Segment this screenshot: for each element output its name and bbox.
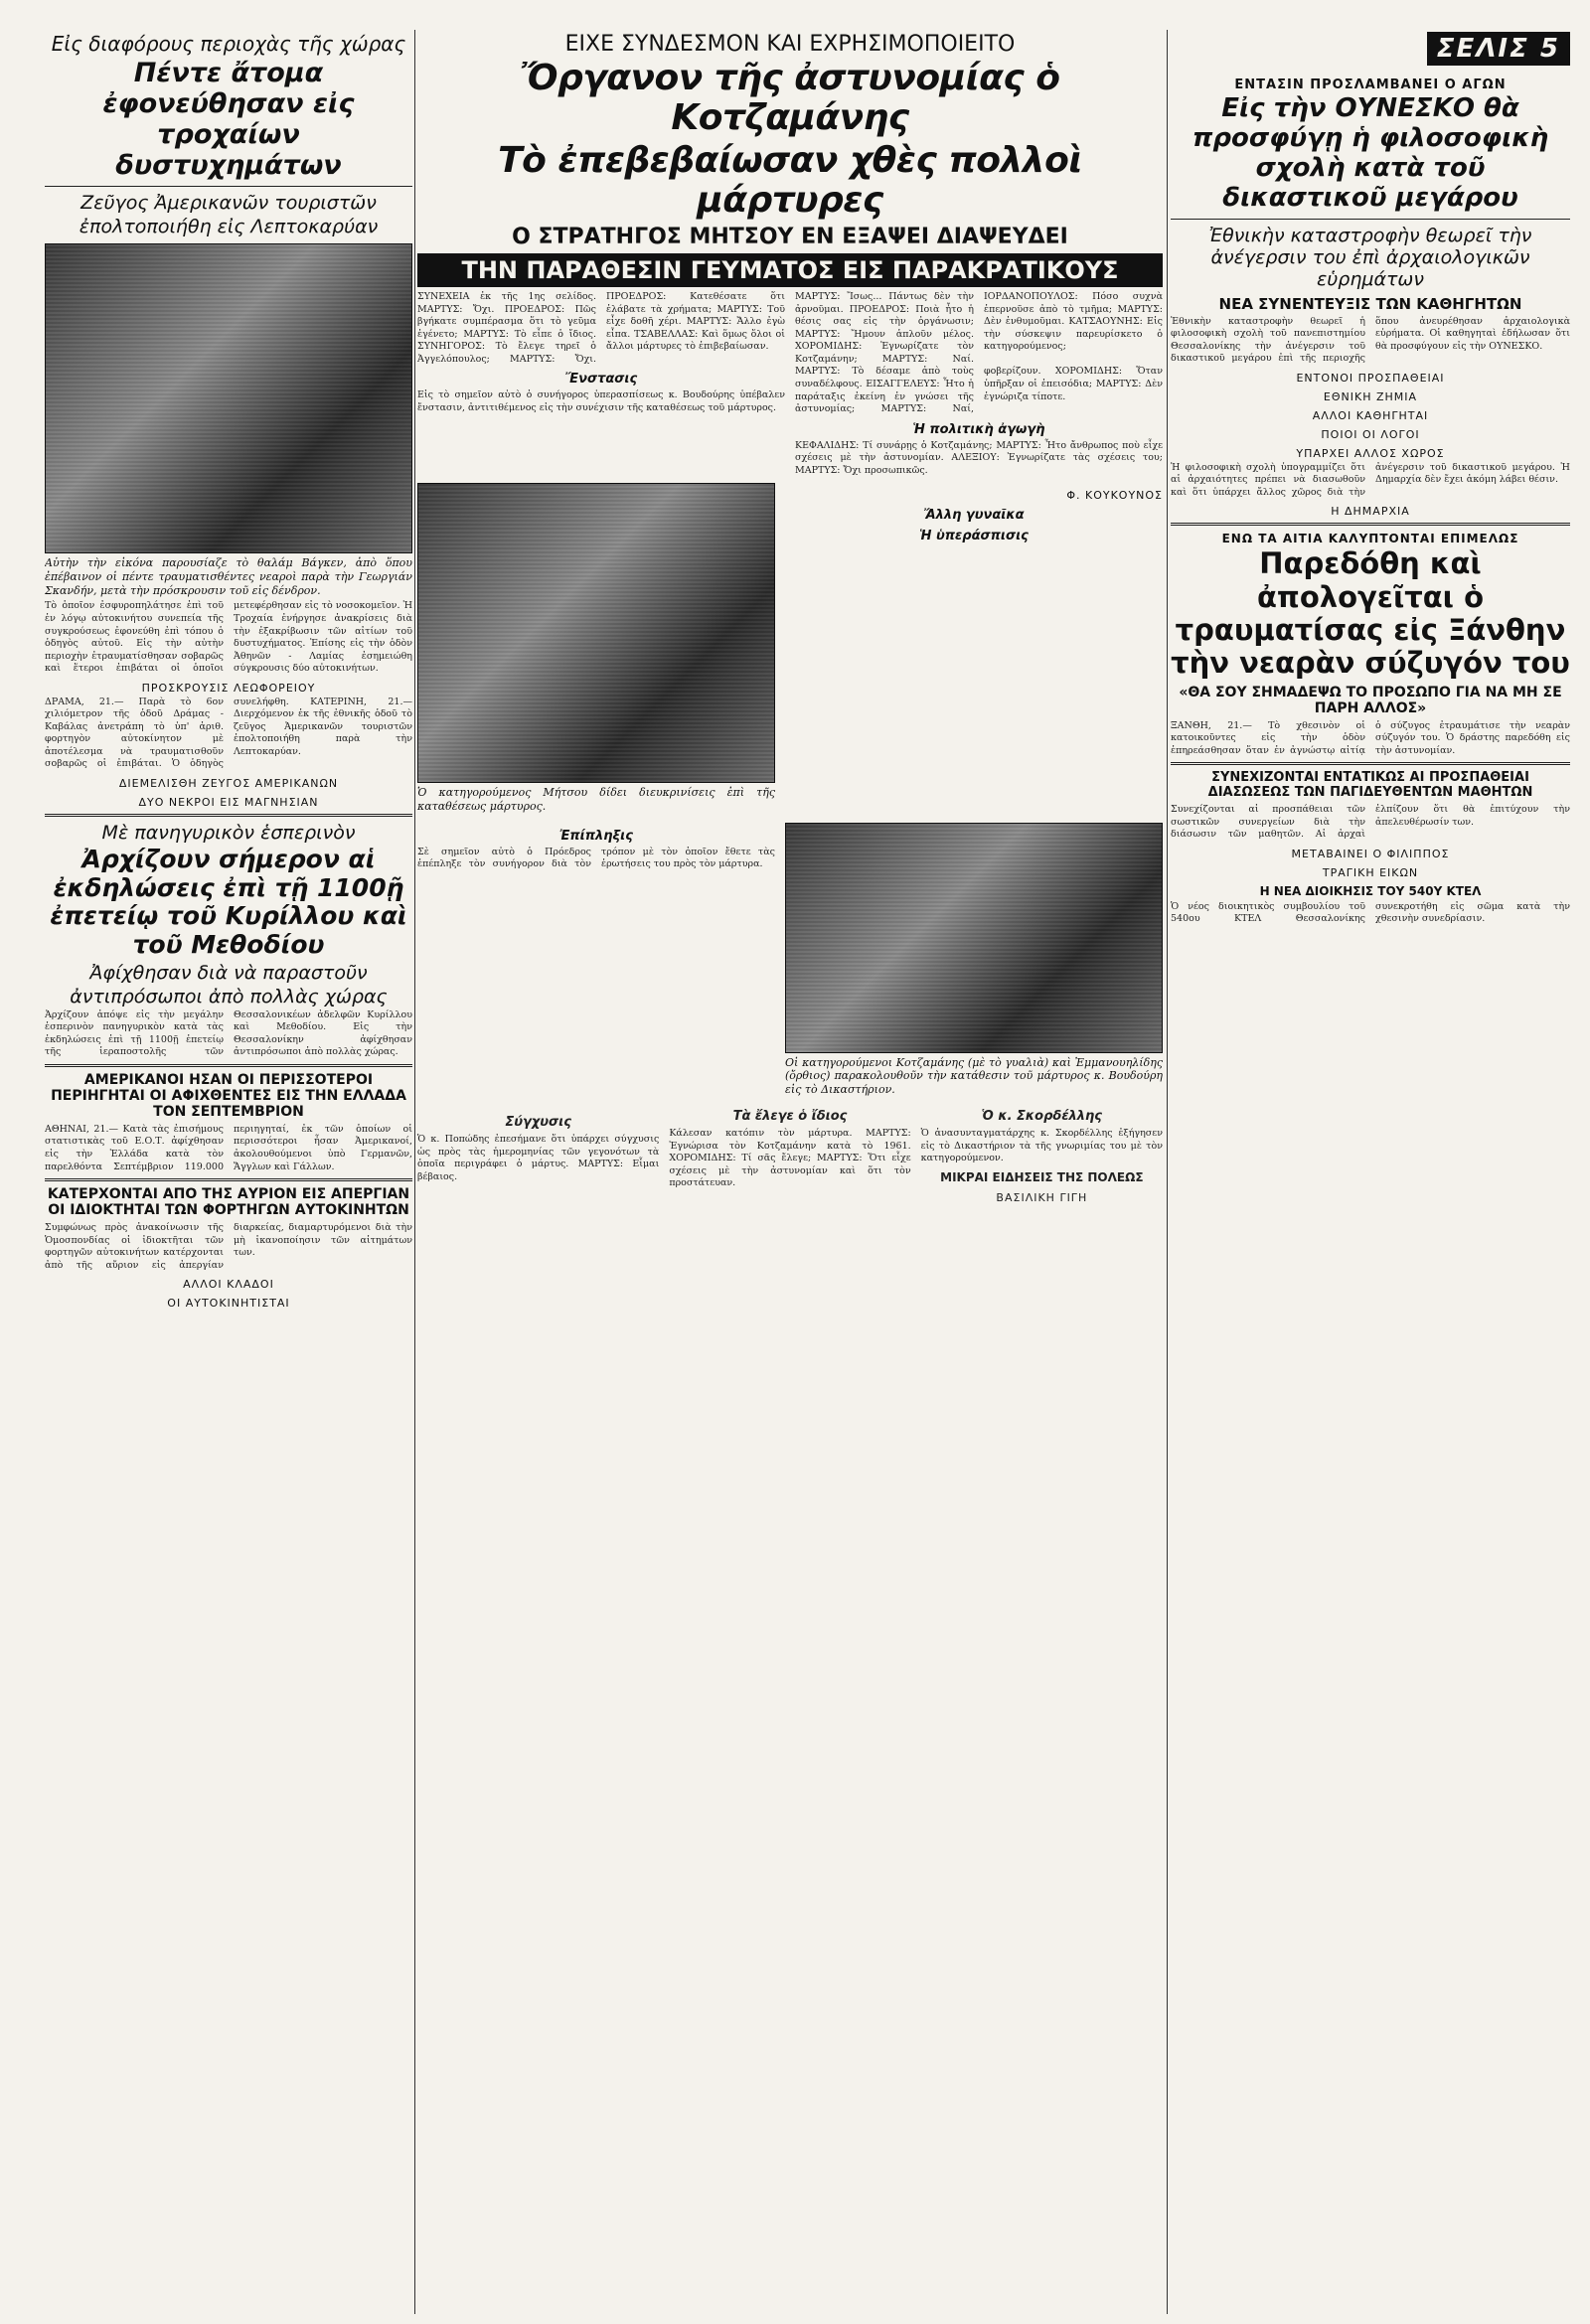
- section-heading: Η ΔΗΜΑΡΧΙΑ: [1331, 505, 1410, 519]
- section-heading: ΠΟΙΟΙ ΟΙ ΛΟΓΟΙ: [1321, 427, 1420, 441]
- column-rule: [1167, 30, 1168, 2314]
- section-heading: Τὰ ἔλεγε ὁ ἴδιος: [732, 1108, 848, 1124]
- divider: [1171, 523, 1570, 526]
- divider: [1171, 762, 1570, 765]
- article-body: Ὁ νέος διοικητικὸς συμβουλίου τοῦ 540ου ΚΤΕΛ Θεσσαλονίκης συνεκροτήθη εἰς σῶμα κατὰ τὴν χθεσινὴν συνεδρίασιν.: [1171, 900, 1570, 925]
- section-heading: Ἡ πολιτικὴ ἀγωγὴ: [912, 421, 1045, 437]
- section-heading: ΝΕΑ ΣΥΝΕΝΤΕΥΞΙΣ ΤΩΝ ΚΑΘΗΓΗΤΩΝ: [1218, 294, 1522, 313]
- article-body: Συμφώνως πρὸς ἀνακοίνωσιν τῆς Ὁμοσπονδίας οἱ ἰδιοκτῆται τῶν φορτηγῶν αὐτοκινήτων κατέρχονται ἀπὸ τῆς αὔριον εἰς ἀπεργίαν διαρκείας, διαμαρτυρόμενοι διὰ τὴν μὴ ἱκανοποίησιν τῶν αἰτημάτων των.: [45, 1222, 412, 1271]
- article-body: Τὸ ὁποῖον ἐσφυροπηλάτησε ἐπὶ τοῦ ἐν λόγῳ αὐτοκινήτου συνεπεία τῆς συγκρούσεως ἐφονεύθη ἐπὶ τόπου ὁ ὁδηγὸς αὐτοῦ. Εἰς τὴν αὐτὴν περιοχὴν ἐτραυματίσθησαν σοβαρῶς καὶ ἕτεροι ἐπιβάται οἱ ὁποῖοι μετεφέρθησαν εἰς τὸ νοσοκομεῖον. Ἡ Τροχαία ἐνήργησε ἀνακρίσεις διὰ τὴν ἐξακρίβωσιν τῶν αἰτίων τοῦ δυστυχήματος. Ἐπίσης εἰς τὴν ὁδὸν Ἀθηνῶν - Λαμίας ἐσημειώθη σύγκρουσις δύο αὐτοκινήτων.: [45, 600, 412, 675]
- section-heading: ΜΙΚΡΑΙ ΕΙΔΗΣΕΙΣ ΤΗΣ ΠΟΛΕΩΣ: [940, 1169, 1144, 1184]
- lower-stories: [417, 1108, 1163, 1206]
- article-body: Ἐθνικὴν καταστροφὴν θεωρεῖ ἡ φιλοσοφικὴ σχολὴ τοῦ πανεπιστημίου Θεσσαλονίκης τὴν ἀνέγερσιν τοῦ δικαστικοῦ μεγάρου ἐπὶ τῆς περιοχῆς ὅπου ἀνευρέθησαν ἀρχαιολογικὰ εὑρήματα. Οἱ καθηγηταὶ ἐδήλωσαν ὅτι θὰ προσφύγουν εἰς τὴν ΟΥΝΕΣΚΟ.: [1171, 315, 1570, 365]
- section-heading: ΒΑΣΙΛΙΚΗ ΓΙΓΗ: [996, 1191, 1088, 1205]
- center-column: [417, 30, 1163, 2314]
- section-heading: ΑΛΛΟΙ ΚΑΘΗΓΗΤΑΙ: [1312, 408, 1429, 422]
- photo-caption: Οἱ κατηγορούμενοι Κοτζαμάνης (μὲ τὸ γυαλιὰ) καὶ Ἐμμανουηλίδης (ὄρθιος) παρακολουθοῦν τὴν κατάθεσιν τοῦ μάρτυρος κ. Βουδούρη εἰς τὸ Δικαστήριον.: [785, 1055, 1163, 1097]
- section-heading: Σύγχυσις: [505, 1114, 571, 1130]
- section-heading: Ἄλλη γυναῖκα: [923, 508, 1025, 524]
- story-left: [417, 291, 785, 477]
- subheadline: «ΘΑ ΣΟΥ ΣΗΜΑΔΕΨΩ ΤΟ ΠΡΟΣΩΠΟ ΓΙΑ ΝΑ ΜΗ ΣΕ ΠΑΡΗ ΑΛΛΟΣ»: [1179, 684, 1562, 716]
- section-heading: ΟΙ ΑΥΤΟΚΙΝΗΤΙΣΤΑΙ: [167, 1297, 290, 1311]
- headline: ΑΜΕΡΙΚΑΝΟΙ ΗΣΑΝ ΟΙ ΠΕΡΙΣΣΟΤΕΡΟΙ ΠΕΡΙΗΓΗΤΑΙ ΟΙ ΑΦΙΧΘΕΝΤΕΣ ΕΙΣ ΤΗΝ ΕΛΛΑΔΑ ΤΟΝ ΣΕΠΤΕΜΒΡΙΟΝ: [51, 1071, 406, 1120]
- accident-car-photo: [45, 243, 412, 553]
- byline: Φ. ΚΟΥΚΟΥΝΟΣ: [1066, 489, 1163, 503]
- section-heading: Ὁ κ. Σκορδέλλης: [981, 1108, 1102, 1124]
- article-body: Σὲ σημεῖον αὐτὸ ὁ Πρόεδρος ἐπέπληξε τὸν συνήγορον διὰ τὸν τρόπον μὲ τὸν ὁποῖον ἔθετε τὰς ἐρωτήσεις του πρὸς τὸν μάρτυρα.: [417, 846, 775, 870]
- subheadline-bar: ΤΗΝ ΠΑΡΑΘΕΣΙΝ ΓΕΥΜΑΤΟΣ ΕΙΣ ΠΑΡΑΚΡΑΤΙΚΟΥΣ: [417, 253, 1163, 287]
- courtroom-photo: [417, 483, 775, 783]
- headline: Παρεδόθη καὶ ἀπολογεῖται ὁ τραυματίσας εἰς Ξάνθην τὴν νεαρὰν σύζυγόν του: [1171, 546, 1570, 681]
- section-heading: ΔΙΕΜΕΛΙΣΘΗ ΖΕΥΓΟΣ ΑΜΕΡΙΚΑΝΩΝ: [118, 776, 339, 790]
- divider: [45, 814, 412, 817]
- divider: [45, 1178, 412, 1181]
- article-body: ΚΕΦΑΛΙΔΗΣ: Τί συνάρῃς ὁ Κοτζαμάνης; ΜΑΡΤΥΣ: Ἦτο ἄνθρωπος ποὺ εἶχε σχέσεις μὲ τὴν ἀστυνομίαν. ΑΛΕΞΙΟΥ: Ἐγνωρίζατε τὰς σχέσεις του; ΜΑΡΤΥΣ: Ὄχι προσωπικῶς.: [795, 439, 1163, 476]
- subheadline: Ο ΣΤΡΑΤΗΓΟΣ ΜΗΤΣΟΥ ΕΝ ΕΞΑΨΕΙ ΔΙΑΨΕΥΔΕΙ: [512, 225, 1068, 250]
- article-body: Εἰς τὸ σημεῖον αὐτὸ ὁ συνήγορος ὑπερασπίσεως κ. Βουδούρης ὑπέβαλεν ἔνστασιν, ἀντιτιθέμενος εἰς τὴν συνέχισιν τῆς καταθέσεως τοῦ μάρτυρος.: [417, 389, 785, 413]
- article-body: Συνεχίζονται αἱ προσπάθειαι τῶν σωστικῶν συνεργείων διὰ τὴν διάσωσιν τῶν μαθητῶν. Αἱ ἀρχαὶ ἐλπίζουν ὅτι θὰ ἐπιτύχουν τὴν ἀπελευθέρωσίν των.: [1171, 804, 1570, 841]
- subheadline: Ἀφίχθησαν διὰ νὰ παραστοῦν: [89, 961, 368, 984]
- article-body: ΜΑΡΤΥΣ: Ἴσως... Πάντως δὲν τὴν ἀρνοῦμαι. ΠΡΟΕΔΡΟΣ: Ποιὰ ἦτο ἡ θέσις σας εἰς τὴν ὀργάνωσιν; ΜΑΡΤΥΣ: Ἤμουν ἁπλοῦν μέλος. ΧΟΡΟΜΙΔΗΣ: Ἐγνωρίζατε τὸν Κοτζαμάνην; ΜΑΡΤΥΣ: Ναί. ΙΟΡΔΑΝΟΠΟΥΛΟΣ: Πόσο συχνὰ ἐπερνοῦσε ἀπὸ τὸ τμῆμα; ΜΑΡΤΥΣ: Δὲν ἐνθυμοῦμαι. ΚΑΤΣΑΟΥΝΗΣ: Εἰς τὴν σύσκεψιν παρευρίσκετο ὁ κατηγορούμενος;: [795, 291, 1163, 365]
- photo-caption: Ὁ κατηγορούμενος Μήτσου δίδει διευκρινίσεις ἐπὶ τῆς καταθέσεως μάρτυρος.: [417, 786, 775, 813]
- page-number-badge: ΣΕΛΙΣ 5: [1427, 32, 1570, 66]
- column-rule: [414, 30, 415, 2314]
- kicker: ΕΝΩ ΤΑ ΑΙΤΙΑ ΚΑΛΥΠΤΟΝΤΑΙ ΕΠΙΜΕΛΩΣ: [1221, 532, 1519, 546]
- section-heading: ΕΘΝΙΚΗ ΖΗΜΙΑ: [1323, 389, 1418, 403]
- article-body: Ἀρχίζουν ἀπόψε εἰς τὴν μεγάλην ἑσπερινὸν πανηγυρικὸν κατὰ τὰς ἐκδηλώσεις ἐπὶ τῇ 1100ῇ ἐπετείῳ τῆς ἱεραποστολῆς τῶν Θεσσαλονικέων ἀδελφῶν Κυρίλλου καὶ Μεθοδίου. Εἰς τὴν Θεσσαλονίκην ἀφίχθησαν ἀντιπρόσωποι ἀπὸ πολλὰς χώρας.: [45, 1008, 412, 1058]
- kicker: Εἰς διαφόρους περιοχὰς τῆς χώρας: [51, 32, 406, 56]
- left-column: [45, 30, 412, 2314]
- headline: Πέντε ἄτομα ἐφονεύθησαν εἰς τροχαίων δυστυχημάτων: [102, 58, 355, 182]
- headline: Ἀρχίζουν σήμερον αἱ ἐκδηλώσεις ἐπὶ τῇ 1100ῇ ἐπετείῳ τοῦ Κυρίλλου καὶ τοῦ Μεθοδίου: [50, 844, 407, 960]
- headline: Εἰς τὴν ΟΥΝΕΣΚΟ θὰ προσφύγῃ ἡ φιλοσοφικὴ σχολὴ κατὰ τοῦ δικαστικοῦ μεγάρου: [1192, 93, 1549, 213]
- headline: ΣΥΝΕΧΙΖΟΝΤΑΙ ΕΝΤΑΤΙΚΩΣ ΑΙ ΠΡΟΣΠΑΘΕΙΑΙ ΔΙΑΣΩΣΕΩΣ ΤΩΝ ΠΑΓΙΔΕΥΘΕΝΤΩΝ ΜΑΘΗΤΩΝ: [1207, 770, 1533, 801]
- section-heading: ΤΡΑΓΙΚΗ ΕΙΚΩΝ: [1322, 865, 1419, 879]
- section-heading: ΔΥΟ ΝΕΚΡΟΙ ΕΙΣ ΜΑΓΝΗΣΙΑΝ: [138, 795, 319, 809]
- main-headline: Τὸ ἐπεβεβαίωσαν χθὲς πολλοὶ μάρτυρες: [498, 139, 1082, 221]
- subheadline: Ἐθνικὴν καταστροφὴν θεωρεῖ τὴν ἀνέγερσιν του ἐπὶ ἀρχαιολογικῶν εὑρημάτων: [1208, 224, 1532, 290]
- right-column: [1171, 72, 1570, 2314]
- divider: [45, 186, 412, 187]
- photo-caption: Αὐτὴν τὴν εἰκόνα παρουσίαζε τὸ θαλάμ Βάγκεν, ἀπὸ ὅπου ἐπέβαινον οἱ πέντε τραυματισθέντες νεαροὶ παρὰ τὴν Γεωργιάν Σκανδήν, μετὰ τὴν πρόσκρουσιν τοῦ εἰς δένδρον.: [45, 556, 412, 597]
- kicker: ΕΝΤΑΣΙΝ ΠΡΟΣΛΑΜΒΑΝΕΙ Ο ΑΓΩΝ: [1234, 77, 1507, 92]
- subheadline: ἀντιπρόσωποι ἀπὸ πολλὰς χώρας: [70, 985, 388, 1007]
- main-headline: Ὄργανον τῆς ἀστυνομίας ὁ Κοτζαμάνης: [520, 58, 1060, 139]
- article-body: Ὁ κ. Ποπώδης ἐπεσήμανε ὅτι ὑπάρχει σύγχυσις ὡς πρὸς τὰς ἡμερομηνίας τῶν γεγονότων τὰ ὁποῖα περιγράφει ὁ μάρτυς. ΜΑΡΤΥΣ: Εἶμαι βέβαιος.: [417, 1134, 660, 1182]
- section-heading: ΜΕΤΑΒΑΙΝΕΙ Ο ΦΙΛΙΠΠΟΣ: [1291, 847, 1450, 860]
- divider: [1171, 219, 1570, 220]
- kicker: Μὲ πανηγυρικὸν ἑσπερινὸν: [101, 821, 356, 844]
- subheadline: ἐπολτοποιήθη εἰς Λεπτοκαρύαν: [79, 216, 379, 238]
- section-heading: Ἔνστασις: [564, 372, 638, 387]
- subheadline: Ζεῦγος Ἀμερικανῶν τουριστῶν: [80, 192, 377, 215]
- article-body: ΞΑΝΘΗ, 21.— Τὸ χθεσινὸν οἱ κατοικοῦντες εἰς τὴν ὁδὸν ἐπηρεάσθησαν ὅταν ἐν ἀγνώστῳ αἰτίᾳ ὁ σύζυγος ἐτραυμάτισε τὴν νεαρὰν σύζυγόν του. Ὁ δράστης παρεδόθη εἰς τὴν ἀστυνομίαν.: [1171, 719, 1570, 756]
- section-heading: Ἡ ὑπεράσπισις: [919, 529, 1029, 544]
- headline: ΚΑΤΕΡΧΟΝΤΑΙ ΑΠΟ ΤΗΣ ΑΥΡΙΟΝ ΕΙΣ ΑΠΕΡΓΙΑΝ ΟΙ ΙΔΙΟΚΤΗΤΑΙ ΤΩΝ ΦΟΡΤΗΓΩΝ ΑΥΤΟΚΙΝΗΤΩΝ: [47, 1186, 410, 1219]
- article-body: Ἡ φιλοσοφικὴ σχολὴ ὑπογραμμίζει ὅτι αἱ ἀρχαιότητες πρέπει νὰ διασωθοῦν καὶ ὅτι ὑπάρχει ἄλλος χῶρος διὰ τὴν ἀνέγερσιν τοῦ δικαστικοῦ μεγάρου. Ἡ Δημαρχία δὲν ἔχει ἀκόμη λάβει θέσιν.: [1171, 461, 1570, 498]
- article-body: ΣΥΝΕΧΕΙΑ ἐκ τῆς 1ης σελίδος. ΜΑΡΤΥΣ: Ὄχι. ΠΡΟΕΔΡΟΣ: Πῶς βγήκατε συμπέρασμα ὅτι τὸ γεῦμα ἐγένετο; ΜΑΡΤΥΣ: Τὸ εἶπε ὁ ἴδιος. ΣΥΝΗΓΟΡΟΣ: Τὸ ἔλεγε τηρεῖ ὁ Ἀγγελόπουλος; ΜΑΡΤΥΣ: Ὄχι. ΠΡΟΕΔΡΟΣ: Κατεθέσατε ὅτι ἐλάβατε τὰ χρήματα; ΜΑΡΤΥΣ: Τοῦ εἶχε δοθῆ χέρι. ΜΑΡΤΥΣ: Ἄλλο ἐγὼ εἶπα. ΤΣΑΒΕΛΛΑΣ: Καὶ ὅμως ὅλοι οἱ ἄλλοι μάρτυρες τὸ ἐπιβεβαίωσαν.: [417, 291, 785, 365]
- section-heading: ΑΛΛΟΙ ΚΛΑΔΟΙ: [183, 1278, 274, 1292]
- article-body: ΜΑΡΤΥΣ: Τὸ δέσαμε ἀπὸ τοὺς συναδέλφους. ΕΙΣΑΓΓΕΛΕΥΣ: Ἦτο ἡ παράταξις ἐκείνη ἐν γνώσει τῆς ἀστυνομίας; ΜΑΡΤΥΣ: Ναί, φοβερίζουν. ΧΟΡΟΜΙΔΗΣ: Ὅταν ὑπῆρξαν οἱ ἐπεισόδια; ΜΑΡΤΥΣ: Δὲν ἐγνώριζα τίποτε.: [795, 366, 1163, 415]
- article-body: Ὁ ἀνασυνταγματάρχης κ. Σκορδέλλης ἐξήγησεν εἰς τὸ Δικαστήριον τὰ τῆς γνωριμίας του μὲ τὸν κατηγορούμενον.: [920, 1128, 1163, 1164]
- section-heading: Η ΝΕΑ ΔΙΟΙΚΗΣΙΣ ΤΟΥ 540Υ ΚΤΕΛ: [1259, 883, 1482, 898]
- section-heading: ΠΡΟΣΚΡΟΥΣΙΣ ΛΕΩΦΟΡΕΙΟΥ: [141, 681, 316, 695]
- section-heading: Ἐπίπληξις: [559, 828, 633, 844]
- story-right: [795, 291, 1163, 477]
- divider: [45, 1064, 412, 1067]
- section-heading: ΥΠΑΡΧΕΙ ΑΛΛΟΣ ΧΩΡΟΣ: [1296, 446, 1445, 460]
- article-body: Κάλεσαν κατόπιν τὸν μάρτυρα. ΜΑΡΤΥΣ: Ἐγνώρισα τὸν Κοτζαμάνην κατὰ τὸ 1961. ΧΟΡΟΜΙΔΗΣ: Τί σᾶς ἔλεγε; ΜΑΡΤΥΣ: Ὅτι εἶχε σχέσεις μὲ τὴν ἀστυνομίαν καὶ ὅτι τὸν προστάτευαν.: [669, 1128, 911, 1189]
- article-body: ΔΡΑΜΑ, 21.— Παρὰ τὸ 6ον χιλιόμετρον τῆς ὁδοῦ Δράμας - Καβάλας ἀνετράπη τὸ ὑπ' ἀριθ. φορτηγὸν αὐτοκίνητον μὲ ἀποτέλεσμα νὰ τραυματισθοῦν σοβαρῶς οἱ ἐπιβάται. Ὁ ὁδηγὸς συνελήφθη. ΚΑΤΕΡΙΝΗ, 21.— Διερχόμενον ἐκ τῆς ἐθνικῆς ὁδοῦ τὸ ζεῦγος Ἀμερικανῶν τουριστῶν ἐπολτοποιήθη παρὰ τὴν Λεπτοκαρύαν.: [45, 696, 412, 770]
- kicker: ΕΙΧΕ ΣΥΝΔΕΣΜΟΝ ΚΑΙ ΕΧΡΗΣΙΜΟΠΟΙΕΙΤΟ: [564, 32, 1016, 57]
- article-body: ΑΘΗΝΑΙ, 21.— Κατὰ τὰς ἐπισήμους στατιστικὰς τοῦ Ε.Ο.Τ. ἀφίχθησαν εἰς τὴν Ἑλλάδα κατὰ τὸν παρελθόντα Σεπτέμβριον 119.000 περιηγηταί, ἐκ τῶν ὁποίων οἱ περισσότεροι ἦσαν Ἀμερικανοί, ἀκολουθούμενοι ὑπὸ Γερμανῶν, Ἄγγλων καὶ Γάλλων.: [45, 1123, 412, 1172]
- section-heading: ΕΝΤΟΝΟΙ ΠΡΟΣΠΑΘΕΙΑΙ: [1296, 371, 1445, 385]
- defendants-photo: [785, 823, 1163, 1053]
